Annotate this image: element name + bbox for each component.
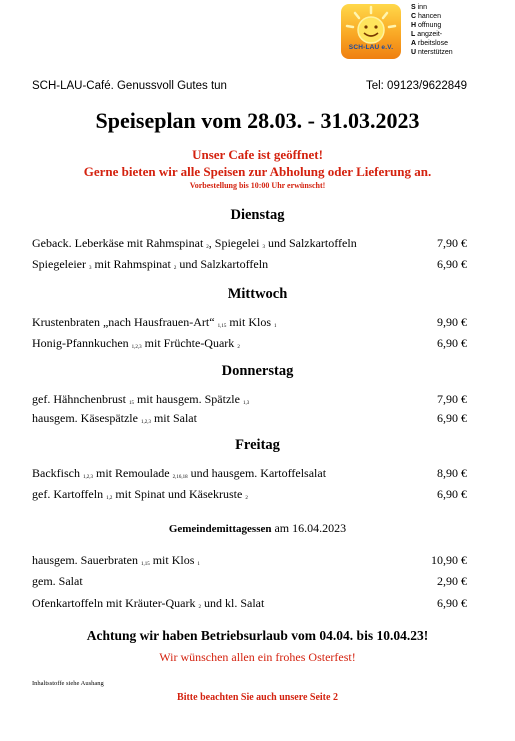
acronym-word: nterstützen xyxy=(416,48,453,56)
easter-greeting: Wir wünschen allen ein frohes Osterfest! xyxy=(159,650,356,664)
acronym-line xyxy=(411,22,453,31)
acronym-letter: S xyxy=(411,4,416,11)
dish-name xyxy=(32,553,200,568)
dish-text: und Salzkartoffeln xyxy=(176,257,269,271)
page-title: Speiseplan vom 28.03. - 31.03.2023 xyxy=(95,108,420,133)
dish-text: mit Klos xyxy=(149,553,198,567)
allergen-code: 2 xyxy=(173,266,177,271)
dish-text: Spiegeleier xyxy=(32,257,89,271)
dish-name xyxy=(32,257,268,272)
dish-text: hausgem. Käsespätzle xyxy=(32,411,141,425)
special-title: Gemeindemittagessen xyxy=(168,523,272,535)
allergen-code: 2 xyxy=(237,345,240,350)
dish-price: 10,90 € xyxy=(431,553,467,567)
dish-name xyxy=(32,487,248,502)
acronym-word: inn xyxy=(415,4,427,11)
allergen-code: 2,16,18 xyxy=(172,475,188,480)
dish-text: Ofenkartoffeln mit Kräuter-Quark xyxy=(32,596,199,610)
dish-price: 8,90 € xyxy=(437,466,467,480)
vacation-notice: Achtung wir haben Betriebsurlaub vom 04.04. bis 10.04.23! xyxy=(86,628,429,643)
logo-text: SCH-LAU e.V. xyxy=(348,44,394,51)
dish-price: 7,90 € xyxy=(437,236,467,250)
day-heading: Dienstag xyxy=(230,207,285,223)
day-heading: Donnerstag xyxy=(221,363,294,379)
allergen-code: 1 xyxy=(274,324,277,329)
phone-number: Tel: 09123/9622849 xyxy=(365,80,467,92)
acronym-line xyxy=(411,4,453,13)
special-date: am 16.04.2023 xyxy=(271,521,347,535)
dish-name xyxy=(32,236,357,251)
allergen-code: 2 xyxy=(245,496,248,501)
acronym-line xyxy=(411,40,453,49)
page2-hint: Bitte beachten Sie auch unsere Seite 2 xyxy=(177,692,338,703)
dish-price: 6,90 € xyxy=(437,596,467,610)
acronym-line xyxy=(411,31,453,40)
allergen-code: 2 xyxy=(206,245,209,250)
dish-text: mit hausgem. Spätzle xyxy=(133,392,243,406)
acronym-word: angzeit- xyxy=(415,30,443,38)
allergen-code: 15 xyxy=(128,401,134,406)
dish-name xyxy=(32,466,326,481)
acronym-line xyxy=(411,49,453,58)
dish-price: 6,90 € xyxy=(437,411,467,425)
dish-text: gef. Kartoffeln xyxy=(32,487,107,501)
allergen-code: 1,15 xyxy=(140,562,150,567)
day-heading: Mittwoch xyxy=(227,286,288,302)
notice-open: Unser Cafe ist geöffnet! xyxy=(192,147,323,162)
dish-text: mit Klos xyxy=(226,315,274,329)
acronym-line xyxy=(411,13,453,22)
allergen-code: 2 xyxy=(198,605,201,610)
dish-name xyxy=(32,596,264,611)
allergen-code: 1,2 xyxy=(106,496,113,501)
dish-text: mit Salat xyxy=(150,411,197,425)
allergen-code: 1,2,3 xyxy=(131,345,142,350)
dish-price: 7,90 € xyxy=(437,392,467,406)
day-heading: Freitag xyxy=(235,437,280,453)
dish-text: gef. Hähnchenbrust xyxy=(32,392,129,406)
dish-price: 2,90 € xyxy=(437,574,467,588)
dish-price: 6,90 € xyxy=(437,336,467,350)
dish-text: und hausgem. Kartoffelsalat xyxy=(187,466,327,480)
acronym-letter: A xyxy=(411,39,417,47)
dish-text: und Salzkartoffeln xyxy=(264,236,357,250)
dish-price: 6,90 € xyxy=(437,257,467,271)
dish-text: , Spiegelei xyxy=(208,236,263,250)
acronym-word: rbeitslose xyxy=(416,39,448,47)
dish-text: gem. Salat xyxy=(32,574,83,588)
dish-text: mit Remoulade xyxy=(92,466,173,480)
notice-delivery: Gerne bieten wir alle Speisen zur Abholung oder Lieferung an. xyxy=(83,164,432,179)
dish-name xyxy=(32,574,83,589)
dish-name xyxy=(32,315,277,330)
dish-name xyxy=(32,411,197,426)
special-heading xyxy=(0,521,515,536)
acronym-word: hancen xyxy=(416,12,441,20)
dish-text: hausgem. Sauerbraten xyxy=(32,553,141,567)
allergen-code: 1,2,3 xyxy=(140,420,151,425)
allergen-code: 1 xyxy=(197,562,200,567)
acronym-letter: L xyxy=(411,30,416,38)
dish-name xyxy=(32,336,240,351)
dish-text: Krustenbraten „nach Hausfrauen-Art“ xyxy=(32,315,218,329)
allergen-code: 3 xyxy=(88,266,92,271)
dish-text: mit Spinat und Käsekruste xyxy=(112,487,246,501)
acronym-letter: U xyxy=(411,48,417,56)
notice-preorder: Vorbestellung bis 10:00 Uhr erwünscht! xyxy=(189,181,326,190)
dish-text: Honig-Pfannkuchen xyxy=(32,336,132,350)
dish-text: mit Früchte-Quark xyxy=(141,336,238,350)
sch-lau-logo xyxy=(341,4,401,59)
cafe-name: SCH-LAU-Café. Genussvoll Gutes tun xyxy=(32,80,227,92)
dish-name xyxy=(32,392,249,407)
acronym-list xyxy=(411,4,453,57)
ingredients-footnote: Inhaltsstoffe siehe Aushang xyxy=(32,680,104,687)
dish-text: Backfisch xyxy=(32,466,83,480)
dish-text: Geback. Leberkäse mit Rahmspinat xyxy=(32,236,207,250)
allergen-code: 1,3 xyxy=(242,401,250,406)
dish-price: 9,90 € xyxy=(437,315,467,329)
dish-price: 6,90 € xyxy=(437,487,467,501)
acronym-letter: C xyxy=(411,12,417,20)
dish-text: und kl. Salat xyxy=(200,596,265,610)
dish-text: mit Rahmspinat xyxy=(91,257,174,271)
allergen-code: 1,15 xyxy=(217,324,227,329)
acronym-letter: H xyxy=(411,21,417,29)
acronym-word: offnung xyxy=(416,21,442,29)
allergen-code: 1,2,3 xyxy=(82,475,93,480)
allergen-code: 3 xyxy=(262,245,265,250)
